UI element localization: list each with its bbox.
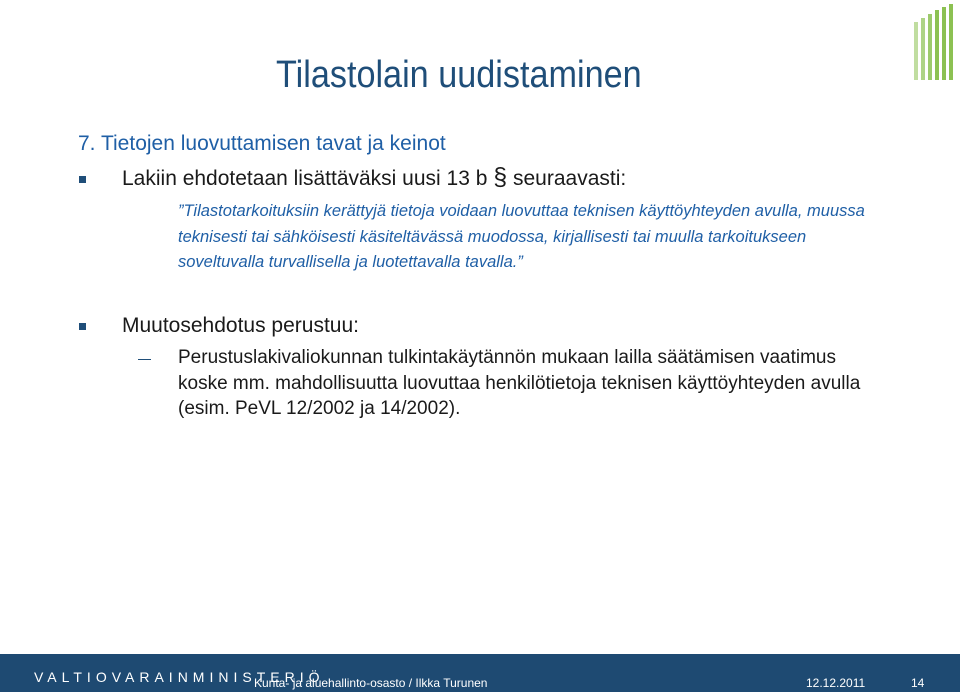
footer-date: 12.12.2011 bbox=[806, 676, 866, 690]
square-bullet-icon bbox=[79, 176, 86, 183]
footer-unit: Kunta- ja aluehallinto-osasto / Ilkka Turunen bbox=[254, 676, 488, 690]
bullet-muutosehdotus: Muutosehdotus perustuu: bbox=[122, 314, 359, 337]
section-heading: 7. Tietojen luovuttamisen tavat ja keinot bbox=[78, 132, 446, 155]
section-sign: § bbox=[493, 163, 508, 191]
page-number: 14 bbox=[911, 676, 925, 690]
bullet-lakiin bbox=[122, 163, 627, 191]
subbullet-perustuslaki: Perustuslakivaliokunnan tulkintakäytännön mukaan lailla säätämisen vaatimus koske mm. mahdollisuutta luovuttaa henkilötietoja teknisen käyttöyhteyden avulla (esim. PeVL 12/2002 ja 14/2002). bbox=[178, 347, 861, 419]
square-bullet-icon bbox=[79, 323, 86, 330]
bar-logo-icon bbox=[912, 4, 958, 80]
ministry-name: VALTIOVARAINMINISTERIÖ bbox=[34, 669, 325, 685]
bullet-lakiin-suffix: seuraavasti: bbox=[507, 167, 627, 190]
slide-title: Tilastolain uudistaminen bbox=[276, 54, 642, 96]
law-quote: ”Tilastotarkoituksiin kerättyjä tietoja voidaan luovuttaa teknisen käyttöyhteyden avulla, muussa teknisesti tai sähköisesti käsiteltävässä muodossa, kirjallisesti tai muulla tarkoitukseen soveltuvalla turvallisella ja luotettavalla tavalla.” bbox=[178, 202, 865, 271]
bullet-lakiin-text: Lakiin ehdotetaan lisättäväksi uusi 13 b bbox=[122, 167, 494, 190]
dash-bullet-icon bbox=[138, 359, 151, 360]
